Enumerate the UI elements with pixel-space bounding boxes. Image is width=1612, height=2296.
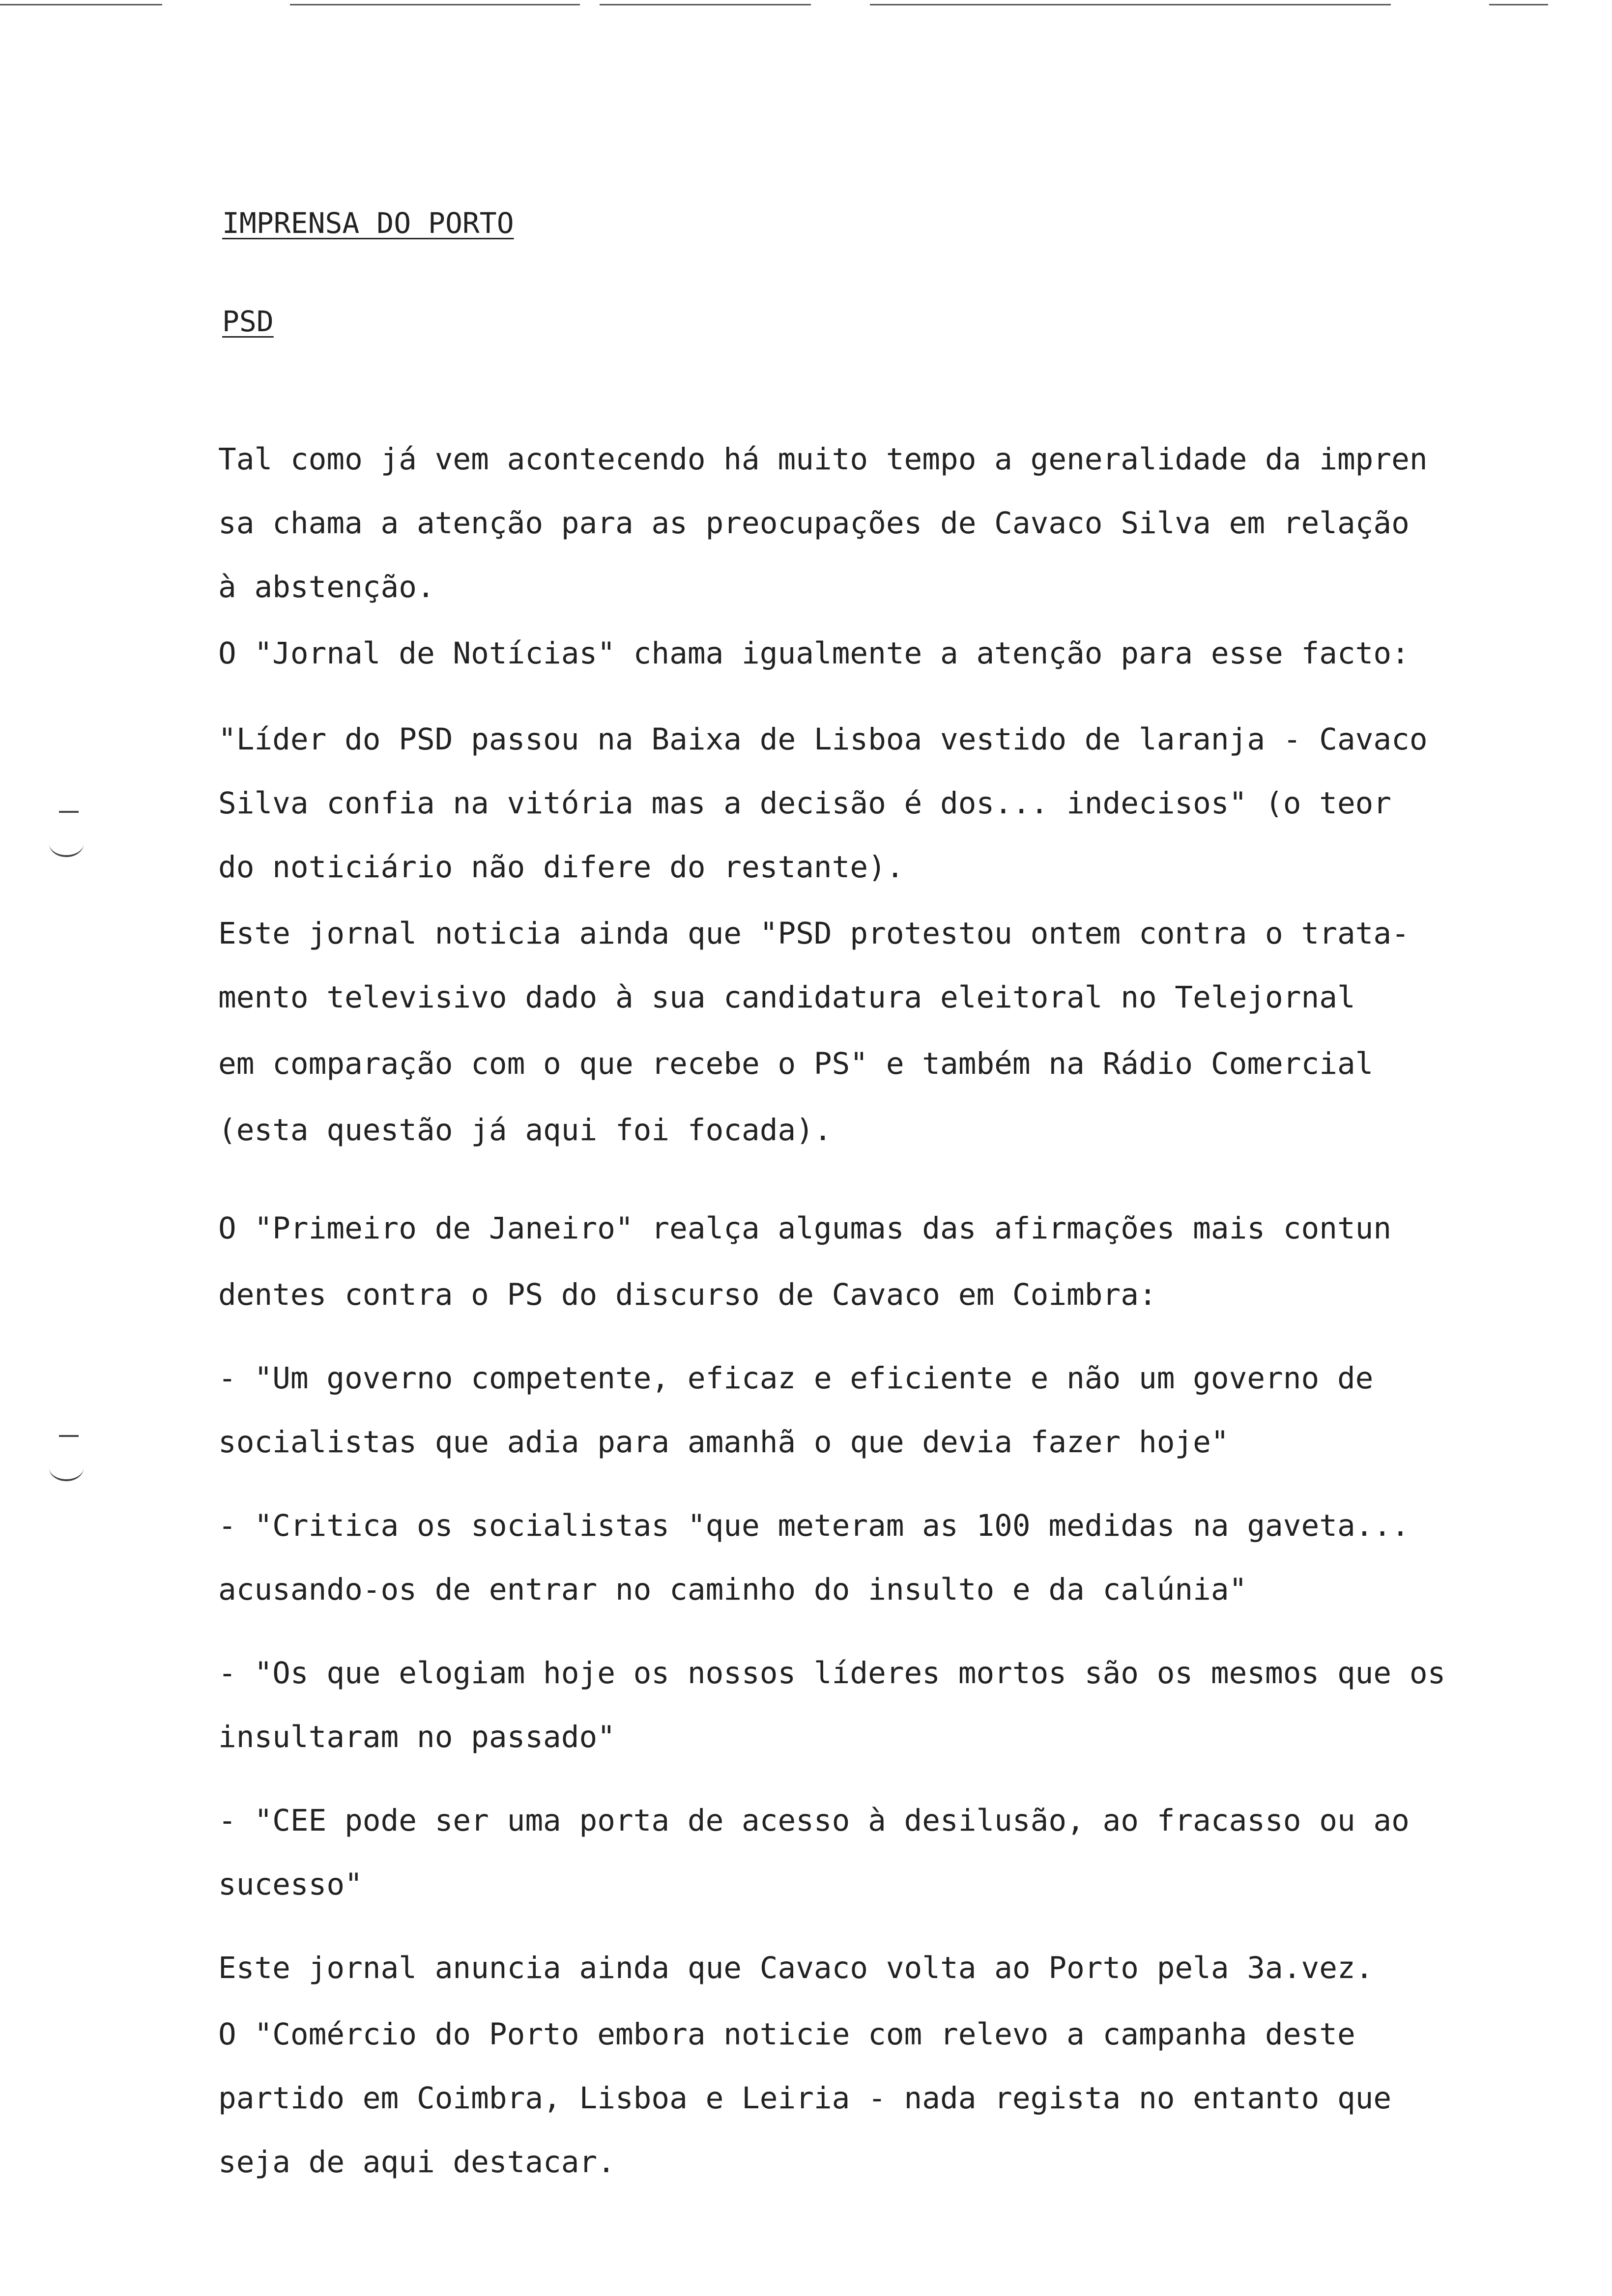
text-line-16: - "Critica os socialistas "que meteram as 100 medidas na gaveta...	[218, 1508, 1410, 1543]
text-line-15: socialistas que adia para amanhã o que devia fazer hoje"	[218, 1425, 1229, 1460]
text-line-20: - "CEE pode ser uma porta de acesso à desilusão, ao fracasso ou ao	[218, 1803, 1410, 1838]
scan-top-line-1	[0, 4, 162, 5]
text-line-23: O "Comércio do Porto embora noticie com relevo a campanha deste	[218, 2017, 1355, 2052]
text-line-24: partido em Coimbra, Lisboa e Leiria - nada regista no entanto que	[218, 2081, 1392, 2116]
text-line-4: O "Jornal de Notícias" chama igualmente a atenção para esse facto:	[218, 636, 1410, 671]
text-line-8: Este jornal noticia ainda que "PSD protestou ontem contra o trata-	[218, 916, 1410, 951]
text-line-7: do noticiário não difere do restante).	[218, 850, 904, 885]
text-line-19: insultaram no passado"	[218, 1720, 615, 1754]
text-line-21: sucesso"	[218, 1867, 363, 1902]
text-line-2: sa chama a atenção para as preocupações de Cavaco Silva em relação	[218, 506, 1410, 541]
margin-mark-2	[49, 1455, 84, 1481]
text-line-6: Silva confia na vitória mas a decisão é dos... indecisos" (o teor	[218, 786, 1392, 821]
text-line-17: acusando-os de entrar no caminho do insulto e da calúnia"	[218, 1572, 1247, 1607]
scan-top-line-5	[1489, 4, 1548, 5]
text-line-9: mento televisivo dado à sua candidatura eleitoral no Telejornal	[218, 980, 1355, 1015]
text-line-18: - "Os que elogiam hoje os nossos líderes mortos são os mesmos que os	[218, 1656, 1446, 1691]
text-line-1: Tal como já vem acontecendo há muito tempo a generalidade da impren	[218, 442, 1428, 477]
text-line-12: O "Primeiro de Janeiro" realça algumas das afirmações mais contun	[218, 1211, 1392, 1246]
scan-top-line-4	[870, 4, 1391, 5]
text-line-22: Este jornal anuncia ainda que Cavaco volta ao Porto pela 3a.vez.	[218, 1951, 1374, 1985]
text-line-25: seja de aqui destacar.	[218, 2145, 615, 2180]
scan-top-line-3	[600, 4, 811, 5]
text-line-10: em comparação com o que recebe o PS" e também na Rádio Comercial	[218, 1046, 1374, 1081]
text-line-11: (esta questão já aqui foi focada).	[218, 1113, 832, 1148]
scan-top-line-2	[290, 4, 580, 5]
text-line-14: - "Um governo competente, eficaz e eficiente e não um governo de	[218, 1361, 1374, 1396]
margin-mark-2-dash	[59, 1435, 79, 1437]
text-line-3: à abstenção.	[218, 570, 435, 604]
margin-mark-1-dash	[59, 811, 79, 813]
text-line-13: dentes contra o PS do discurso de Cavaco em Coimbra:	[218, 1277, 1157, 1312]
margin-mark-1	[49, 831, 84, 857]
section-heading-psd: PSD	[222, 305, 274, 338]
page-heading: IMPRENSA DO PORTO	[222, 206, 514, 240]
text-line-5: "Líder do PSD passou na Baixa de Lisboa vestido de laranja - Cavaco	[218, 722, 1428, 757]
